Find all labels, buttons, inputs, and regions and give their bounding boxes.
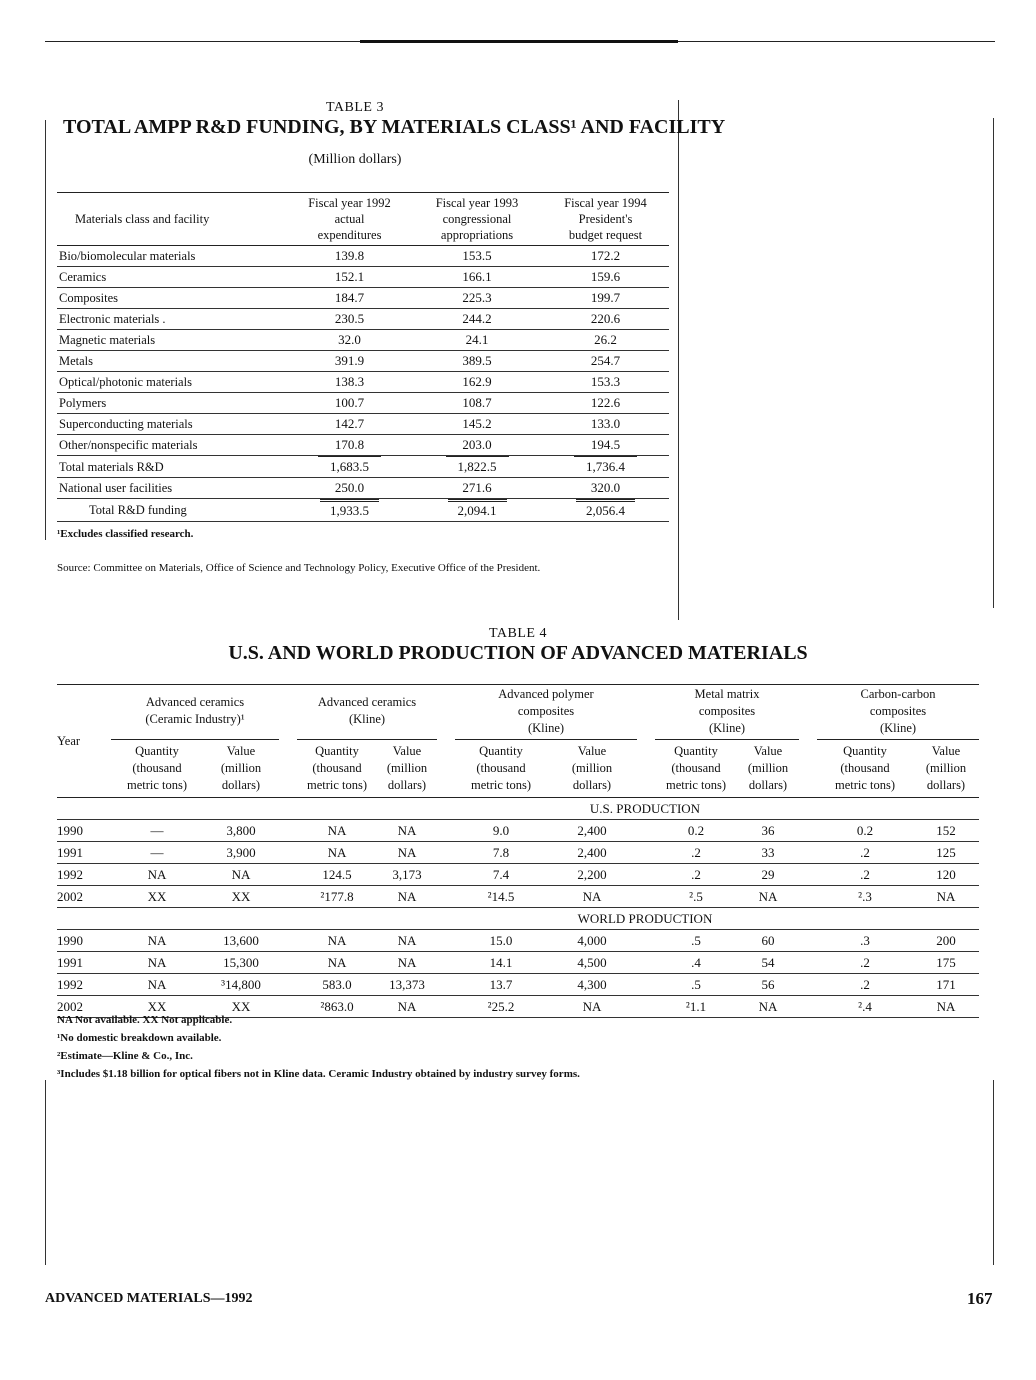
year-cell: 1992 [57,974,111,996]
table-row [57,414,669,435]
header-line: dollars) [572,778,612,792]
header-line: (thousand [312,761,362,775]
cell-fy1993: 271.6 [412,478,542,499]
quantity-cell: XX [111,886,203,908]
note-line: NA Not available. XX Not applicable. [57,1014,233,1026]
quantity-cell: 9.0 [455,820,547,842]
row-label: Magnetic materials [57,330,287,351]
row-label: Polymers [57,393,287,414]
quantity-cell: .2 [655,842,737,864]
header-line: (million [747,761,789,775]
quantity-cell: .2 [817,842,913,864]
table-row [57,478,669,499]
row-label: Total R&D funding [57,499,287,522]
header-line: (Kline) [527,720,565,735]
header-line: appropriations [440,228,514,242]
header-line: Value [577,744,607,758]
row-label: Superconducting materials [57,414,287,435]
table4-body [57,798,979,1018]
value-cell: 3,800 [203,820,279,842]
value-cell: NA [203,864,279,886]
quantity-cell: — [111,820,203,842]
cell-fy1994: 26.2 [542,330,669,351]
section-heading: WORLD PRODUCTION [111,908,979,930]
quantity-cell: ²1.1 [655,996,737,1018]
cell-fy1994: 199.7 [542,288,669,309]
table-row [57,372,669,393]
table3-header-fy1993 [412,193,542,246]
header-line: (million [925,761,967,775]
quantity-cell: 0.2 [817,820,913,842]
value-cell: 15,300 [203,952,279,974]
value-cell: 60 [737,930,799,952]
qty-header [817,740,913,798]
header-line: (Ceramic Industry)¹ [145,712,245,726]
quantity-cell: XX [111,996,203,1018]
quantity-cell: NA [297,930,377,952]
cell-fy1994: 122.6 [542,393,669,414]
quantity-cell: NA [297,820,377,842]
table3-title: TOTAL AMPP R&D FUNDING, BY MATERIALS CLASS¹ AND FACILITY [63,116,726,138]
header-line: metric tons) [665,778,727,792]
quantity-cell: .5 [655,974,737,996]
table-row-total [57,499,669,522]
header-line: Value [392,744,422,758]
value-cell: 33 [737,842,799,864]
header-line: Quantity [315,744,359,758]
header-line: Advanced ceramics [317,695,417,709]
cell-fy1993: 166.1 [412,267,542,288]
table-row [57,930,979,952]
header-line: Advanced polymer [498,686,594,701]
header-line: (thousand [476,761,526,775]
table-row [57,435,669,456]
value-cell: 56 [737,974,799,996]
qty-header [111,740,203,798]
val-header [737,740,799,798]
value-cell: 29 [737,864,799,886]
cell-fy1992: 170.8 [287,435,412,456]
header-line: (thousand [840,761,890,775]
section-row [57,798,979,820]
header-line: metric tons) [834,778,896,792]
cell-fy1992: 1,683.5 [318,456,381,476]
value-cell: 175 [913,952,979,974]
table-row [57,952,979,974]
quantity-cell: 13.7 [455,974,547,996]
quantity-cell: ².5 [655,886,737,908]
table-row [57,820,979,842]
table4-group-ceramics-kline [297,685,437,740]
header-line: (million [386,761,428,775]
value-cell: NA [737,886,799,908]
cell-fy1993: 203.0 [412,435,542,456]
quantity-cell: .5 [655,930,737,952]
header-line: Fiscal year 1993 [435,196,519,210]
value-cell: 13,373 [377,974,437,996]
quantity-cell: ²863.0 [297,996,377,1018]
table-row [57,393,669,414]
header-line: composites [698,703,756,718]
header-line: Fiscal year 1992 [308,196,391,210]
value-cell: NA [547,996,637,1018]
table-row-subtotal [57,456,669,478]
quantity-cell: 15.0 [455,930,547,952]
quantity-cell: ².3 [817,886,913,908]
value-cell: 120 [913,864,979,886]
cell-fy1994: 153.3 [542,372,669,393]
quantity-cell: .3 [817,930,913,952]
quantity-cell: .2 [817,952,913,974]
cell-fy1993: 162.9 [412,372,542,393]
cell-fy1992: 184.7 [287,288,412,309]
table3-right-line [678,100,679,620]
quantity-cell: ²25.2 [455,996,547,1018]
table3-header-row [57,193,669,246]
quantity-cell: NA [111,930,203,952]
left-margin-line-top [45,120,46,540]
year-cell: 2002 [57,996,111,1018]
note-line: ¹No domestic breakdown available. [57,1032,222,1044]
section-row [57,908,979,930]
cell-fy1993: 108.7 [412,393,542,414]
cell-fy1992: 1,933.5 [320,499,379,519]
table3-units: (Million dollars) [308,152,402,167]
cell-fy1992: 138.3 [287,372,412,393]
cell-fy1994: 172.2 [542,246,669,267]
cell-fy1993: 153.5 [412,246,542,267]
left-margin-line-bottom [45,1080,46,1265]
qty-header [655,740,737,798]
quantity-cell: ²14.5 [455,886,547,908]
row-label: National user facilities [57,478,287,499]
cell-fy1992: 139.8 [287,246,412,267]
header-line: composites [869,703,927,718]
value-cell: NA [737,996,799,1018]
year-cell: 1992 [57,864,111,886]
cell-fy1994: 320.0 [542,478,669,499]
header-line: Metal matrix [694,686,760,701]
header-line: budget request [568,228,643,242]
cell-fy1993: 24.1 [412,330,542,351]
cell-fy1994: 2,056.4 [576,499,635,519]
row-label: Electronic materials . [57,309,287,330]
header-line: (thousand [132,761,182,775]
cell-fy1994: 159.6 [542,267,669,288]
cell-fy1992: 32.0 [287,330,412,351]
table4 [57,684,979,1018]
table4-label: TABLE 4 [489,626,547,641]
table3-header-fy1992 [287,193,412,246]
value-cell: 54 [737,952,799,974]
year-cell: 1990 [57,930,111,952]
cell-fy1994: 133.0 [542,414,669,435]
page-number: 167 [967,1289,993,1308]
table-row [57,309,669,330]
header-line: President's [578,212,633,226]
header-line: (thousand [671,761,721,775]
quantity-cell: 583.0 [297,974,377,996]
qty-header [297,740,377,798]
header-line: Advanced ceramics [145,695,245,709]
header-line: Quantity [674,744,718,758]
section-heading: U.S. PRODUCTION [111,798,979,820]
row-label: Metals [57,351,287,372]
header-line: dollars) [926,778,966,792]
value-cell: 13,600 [203,930,279,952]
quantity-cell: 14.1 [455,952,547,974]
value-cell: NA [377,930,437,952]
table3-header-fy1994 [542,193,669,246]
header-line: metric tons) [126,778,188,792]
table-row [57,974,979,996]
value-cell: 4,500 [547,952,637,974]
cell-fy1994: 220.6 [542,309,669,330]
val-header [547,740,637,798]
top-rule-thick [360,40,678,43]
cell-fy1992: 142.7 [287,414,412,435]
value-cell: NA [377,886,437,908]
table-row [57,267,669,288]
header-line: actual [334,212,365,226]
row-label: Total materials R&D [57,456,287,478]
value-cell: NA [377,996,437,1018]
quantity-cell: NA [297,842,377,864]
header-line: (Kline) [708,720,746,735]
quantity-cell: .2 [817,974,913,996]
value-cell: 152 [913,820,979,842]
table-row [57,351,669,372]
value-cell: NA [913,886,979,908]
value-cell: NA [913,996,979,1018]
right-margin-line [993,118,994,608]
value-cell: 4,000 [547,930,637,952]
table3 [57,192,669,522]
table-row [57,842,979,864]
table4-group-metal-matrix [655,685,799,740]
year-cell: 2002 [57,886,111,908]
value-cell: 2,400 [547,820,637,842]
value-cell: NA [377,952,437,974]
cell-fy1992: 230.5 [287,309,412,330]
value-cell: 125 [913,842,979,864]
table4-header-year: Year [57,733,81,748]
val-header [913,740,979,798]
value-cell: XX [203,996,279,1018]
header-line: metric tons) [470,778,532,792]
value-cell: 3,173 [377,864,437,886]
quantity-cell: NA [297,952,377,974]
row-label: Optical/photonic materials [57,372,287,393]
cell-fy1993: 2,094.1 [448,499,507,519]
quantity-cell: .2 [655,864,737,886]
value-cell: ³14,800 [203,974,279,996]
header-line: (Kline) [879,720,917,735]
table-row [57,288,669,309]
note-line: ²Estimate—Kline & Co., Inc. [57,1050,193,1062]
quantity-cell: .2 [817,864,913,886]
value-cell: NA [377,842,437,864]
cell-fy1992: 100.7 [287,393,412,414]
row-label: Ceramics [57,267,287,288]
value-cell: 3,900 [203,842,279,864]
header-line: Value [226,744,256,758]
cell-fy1993: 389.5 [412,351,542,372]
table-row [57,330,669,351]
header-line: expenditures [317,228,382,242]
cell-fy1993: 1,822.5 [446,456,509,476]
cell-fy1993: 225.3 [412,288,542,309]
table4-notes [57,1011,580,1083]
quantity-cell: NA [111,974,203,996]
table-row [57,246,669,267]
year-cell: 1991 [57,952,111,974]
quantity-cell: ².4 [817,996,913,1018]
table3-header-materials: Materials class and facility [75,212,210,226]
row-label: Composites [57,288,287,309]
header-line: Quantity [479,744,523,758]
value-cell: 36 [737,820,799,842]
header-line: Value [753,744,783,758]
header-line: (Kline) [348,712,386,726]
header-line: congressional [442,212,512,226]
header-line: dollars) [748,778,788,792]
table-row [57,864,979,886]
val-header [377,740,437,798]
cell-fy1992: 152.1 [287,267,412,288]
running-footer: ADVANCED MATERIALS—1992 [45,1291,253,1306]
quantity-cell: .4 [655,952,737,974]
value-cell: 171 [913,974,979,996]
row-label: Other/nonspecific materials [57,435,287,456]
header-line: Carbon-carbon [860,686,936,701]
quantity-cell: ²177.8 [297,886,377,908]
table3-source: Source: Committee on Materials, Office of Science and Technology Policy, Executive Office of the President. [57,562,541,574]
value-cell: NA [377,820,437,842]
cell-fy1992: 250.0 [287,478,412,499]
header-line: Quantity [843,744,887,758]
header-line: dollars) [387,778,427,792]
table4-group-carbon-carbon [817,685,979,740]
value-cell: XX [203,886,279,908]
quantity-cell: NA [111,952,203,974]
header-line: dollars) [221,778,261,792]
year-cell: 1990 [57,820,111,842]
row-label: Bio/biomolecular materials [57,246,287,267]
value-cell: 4,300 [547,974,637,996]
table-row [57,886,979,908]
header-line: Quantity [135,744,179,758]
table4-subheader-row [57,740,979,798]
value-cell: NA [547,886,637,908]
quantity-cell: 7.4 [455,864,547,886]
value-cell: 2,200 [547,864,637,886]
quantity-cell: 0.2 [655,820,737,842]
quantity-cell: 7.8 [455,842,547,864]
header-line: Value [931,744,961,758]
value-cell: 2,400 [547,842,637,864]
cell-fy1993: 244.2 [412,309,542,330]
note-line: ³Includes $1.18 billion for optical fibers not in Kline data. Ceramic Industry obtained by industry survey forms. [57,1068,580,1080]
cell-fy1994: 194.5 [542,435,669,456]
cell-fy1992: 391.9 [287,351,412,372]
qty-header [455,740,547,798]
table4-title: U.S. AND WORLD PRODUCTION OF ADVANCED MATERIALS [228,642,808,664]
quantity-cell: — [111,842,203,864]
cell-fy1994: 254.7 [542,351,669,372]
header-line: (million [571,761,613,775]
header-line: Fiscal year 1994 [564,196,647,210]
table3-footnote: ¹Excludes classified research. [57,528,194,540]
table4-group-ceramics-ci [111,685,279,740]
quantity-cell: 124.5 [297,864,377,886]
table3-label: TABLE 3 [326,100,384,115]
table4-group-header-row [57,685,979,740]
cell-fy1994: 1,736.4 [574,456,637,476]
cell-fy1993: 145.2 [412,414,542,435]
value-cell: 200 [913,930,979,952]
header-line: (million [220,761,262,775]
table4-group-polymer [455,685,637,740]
header-line: composites [517,703,575,718]
year-cell: 1991 [57,842,111,864]
header-line: metric tons) [306,778,368,792]
right-margin-line-bottom [993,1080,994,1265]
quantity-cell: NA [111,864,203,886]
val-header [203,740,279,798]
